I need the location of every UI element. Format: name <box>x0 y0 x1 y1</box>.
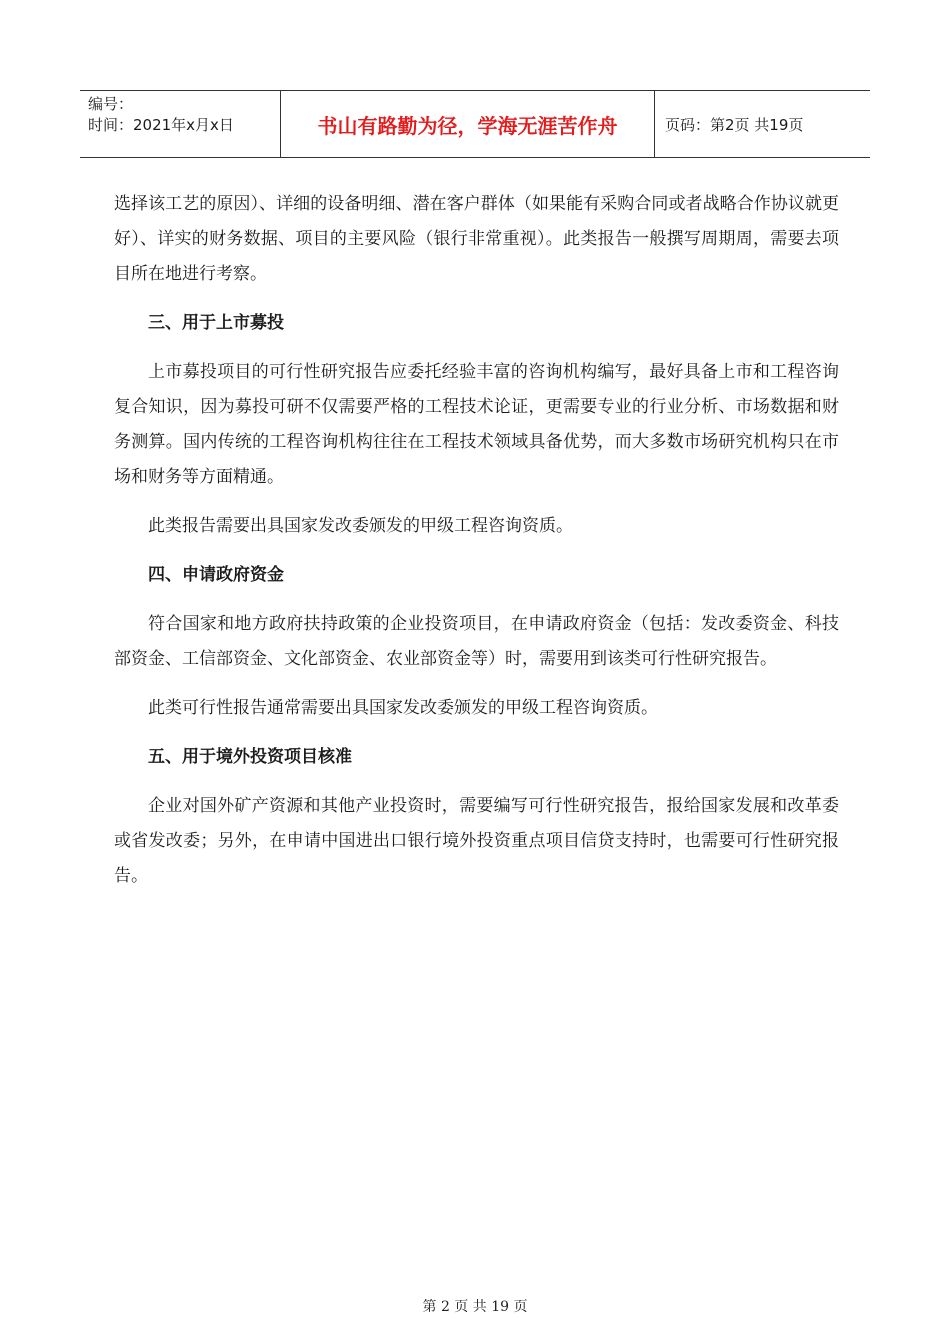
motto-text: 书山有路勤为径，学海无涯苦作舟 <box>317 113 618 138</box>
paragraph-5a: 企业对国外矿产资源和其他产业投资时，需要编写可行性研究报告，报给国家发展和改革委或省发改委；另外，在申请中国进出口银行境外投资重点项目信贷支持时，也需要可行性研究报告。 <box>114 796 839 886</box>
section-heading-4: 四、申请政府资金 <box>148 565 284 585</box>
section-heading-5: 五、用于境外投资项目核准 <box>148 747 352 767</box>
document-time-label: 时间：2021年x月x日 <box>88 116 234 134</box>
paragraph-3a: 上市募投项目的可行性研究报告应委托经验丰富的咨询机构编写，最好具备上市和工程咨询复合知识，因为募投可研不仅需要严格的工程技术论证，更需要专业的行业分析、市场数据和财务测算。国内传统的工程咨询机构往往在工程技术领域具备优势，而大多数市场研究机构只在市场和财务等方面精通。 <box>114 362 839 487</box>
document-header <box>80 90 870 158</box>
header-meta-cell <box>80 91 281 157</box>
header-motto-cell <box>281 91 655 157</box>
section-heading-3: 三、用于上市募投 <box>148 313 284 333</box>
page-footer <box>0 1296 950 1316</box>
document-number-label: 编号： <box>88 95 134 113</box>
paragraph-intro-continuation: 选择该工艺的原因）、详细的设备明细、潜在客户群体（如果能有采购合同或者战略合作协议就更好）、详实的财务数据、项目的主要风险（银行非常重视）。此类报告一般撰写周期周，需要去项目所在地进行考察。 <box>114 194 839 284</box>
document-body <box>114 187 839 894</box>
header-page-info: 页码：第2页 共19页 <box>665 115 804 134</box>
footer-page-number: 第 2 页 共 19 页 <box>422 1299 528 1315</box>
paragraph-4b: 此类可行性报告通常需要出具国家发改委颁发的甲级工程咨询资质。 <box>148 698 658 718</box>
paragraph-3b: 此类报告需要出具国家发改委颁发的甲级工程咨询资质。 <box>148 516 573 536</box>
paragraph-4a: 符合国家和地方政府扶持政策的企业投资项目，在申请政府资金（包括：发改委资金、科技部资金、工信部资金、文化部资金、农业部资金等）时，需要用到该类可行性研究报告。 <box>114 614 839 669</box>
header-page-cell <box>655 91 870 157</box>
